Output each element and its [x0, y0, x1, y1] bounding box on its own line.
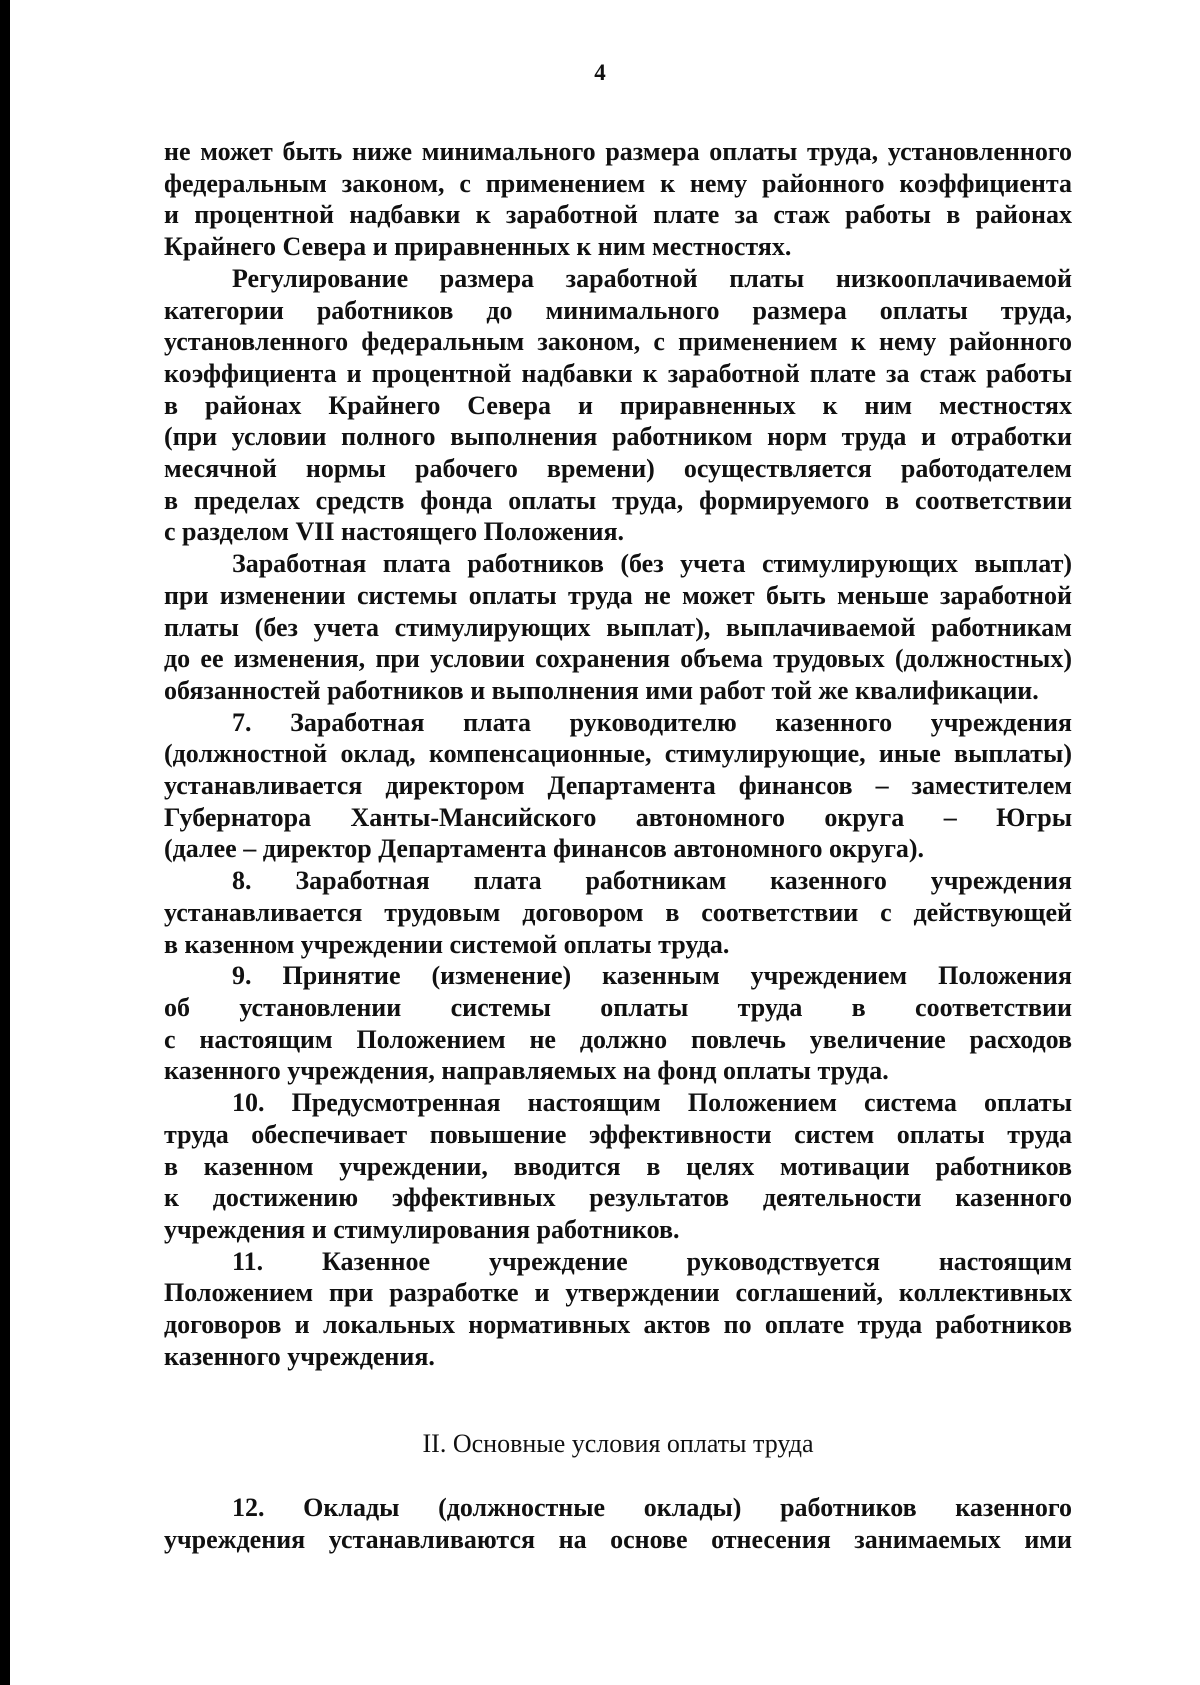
text-line: с настоящим Положением не должно повлечь увеличение расходов: [164, 1024, 1072, 1054]
text-line: 10. Предусмотренная настоящим Положением система оплаты: [232, 1088, 1072, 1118]
paragraph-regulation: [164, 263, 1072, 548]
paragraph-item-11: [164, 1246, 1072, 1373]
paragraph-item-9: [164, 960, 1072, 1087]
text-line: (при условии полного выполнения работником норм труда и отработки: [164, 422, 1072, 452]
text-line: (должностной оклад, компенсационные, стимулирующие, иные выплаты): [164, 739, 1072, 769]
text-line: договоров и локальных нормативных актов по оплате труда работников: [164, 1310, 1072, 1340]
text-line: федеральным законом, с применением к нему районного коэффициента: [164, 168, 1072, 198]
text-line: учреждения и стимулирования работников.: [164, 1214, 680, 1244]
text-line: месячной нормы рабочего времени) осуществляется работодателем: [164, 454, 1072, 484]
text-line: 9. Принятие (изменение) казенным учреждением Положения: [232, 961, 1072, 991]
paragraph-item-10: [164, 1087, 1072, 1246]
paragraphs-after-heading: [164, 1492, 1072, 1555]
paragraph-wage-change: [164, 548, 1072, 707]
text-line: учреждения устанавливаются на основе отнесения занимаемых ими: [164, 1524, 1072, 1554]
text-line: 7. Заработная плата руководителю казенного учреждения: [232, 707, 1072, 737]
text-line: в пределах средств фонда оплаты труда, формируемого в соответствии: [164, 485, 1072, 515]
text-line: в районах Крайнего Севера и приравненных к ним местностях: [164, 390, 1072, 420]
text-line: 12. Оклады (должностные оклады) работников казенного: [232, 1493, 1072, 1523]
text-line: не может быть ниже минимального размера оплаты труда, установленного: [164, 137, 1072, 166]
text-line: устанавливается директором Департамента финансов – заместителем: [164, 771, 1072, 801]
text-line: в казенном учреждении, вводится в целях мотивации работников: [164, 1151, 1072, 1181]
text-line: труда обеспечивает повышение эффективности систем оплаты труда: [164, 1119, 1072, 1149]
text-line: казенного учреждения, направляемых на фонд оплаты труда.: [164, 1056, 889, 1086]
document-body: [164, 136, 1072, 1556]
text-line: 8. Заработная плата работникам казенного учреждения: [232, 866, 1072, 896]
text-line: установленного федеральным законом, с применением к нему районного: [164, 327, 1072, 357]
page-number: 4: [594, 60, 606, 85]
paragraph-item-7: [164, 707, 1072, 866]
text-line: категории работников до минимального размера оплаты труда,: [164, 295, 1072, 325]
text-line: обязанностей работников и выполнения ими работ той же квалификации.: [164, 675, 1039, 705]
text-line: Положением при разработке и утверждении соглашений, коллективных: [164, 1278, 1072, 1308]
text-line: Заработная плата работников (без учета стимулирующих выплат): [232, 549, 1072, 579]
text-line: при изменении системы оплаты труда не может быть меньше заработной: [164, 580, 1072, 610]
text-line: с разделом VII настоящего Положения.: [164, 517, 625, 547]
scan-edge: [0, 0, 10, 1685]
paragraph-item-12: [164, 1492, 1072, 1555]
text-line: до ее изменения, при условии сохранения объема трудовых (должностных): [164, 644, 1072, 674]
text-line: устанавливается трудовым договором в соответствии с действующей: [164, 897, 1072, 927]
text-line: Губернатора Ханты-Мансийского автономного округа – Югры: [164, 802, 1072, 832]
text-line: платы (без учета стимулирующих выплат), выплачиваемой работникам: [164, 612, 1072, 642]
text-line: 11. Казенное учреждение руководствуется настоящим: [232, 1246, 1072, 1276]
text-line: Регулирование размера заработной платы низкооплачиваемой: [232, 263, 1072, 293]
text-line: об установлении системы оплаты труда в соответствии: [164, 992, 1072, 1022]
text-line: коэффициента и процентной надбавки к заработной плате за стаж работы: [164, 358, 1072, 388]
text-line: (далее – директор Департамента финансов автономного округа).: [164, 834, 925, 864]
text-line: и процентной надбавки к заработной плате за стаж работы в районах: [164, 200, 1072, 230]
text-line: Крайнего Севера и приравненных к ним местностях.: [164, 232, 792, 262]
section-heading: II. Основные условия оплаты труда: [422, 1429, 814, 1459]
paragraph-item-8: [164, 865, 1072, 960]
paragraph-intro: [164, 136, 1072, 263]
text-line: к достижению эффективных результатов деятельности казенного: [164, 1183, 1072, 1213]
text-line: казенного учреждения.: [164, 1341, 435, 1371]
paragraphs-before-heading: [164, 136, 1072, 1372]
text-line: в казенном учреждении системой оплаты труда.: [164, 929, 730, 959]
